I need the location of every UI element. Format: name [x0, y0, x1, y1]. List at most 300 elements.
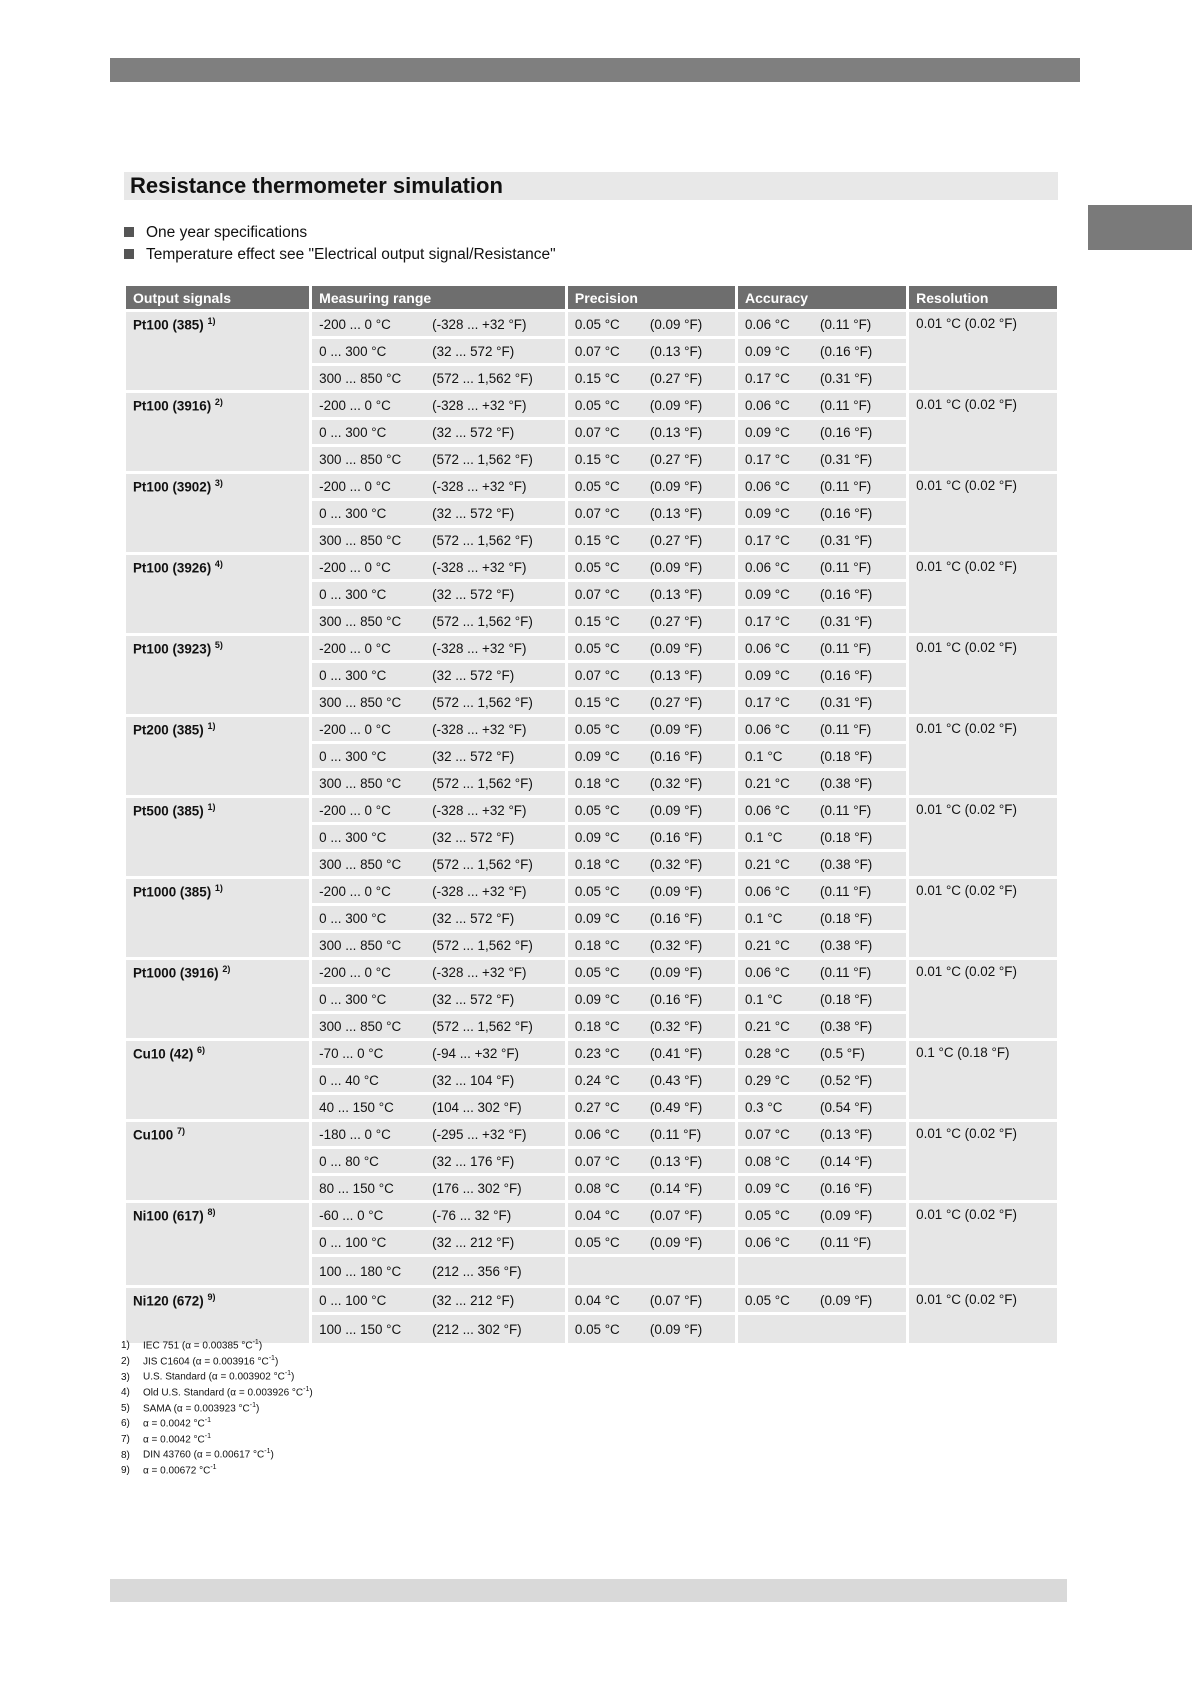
measuring-range-celsius: 0 ... 300 °C [319, 424, 387, 440]
accuracy-celsius: 0.06 °C [745, 721, 790, 737]
precision [568, 1068, 735, 1092]
precision-fahrenheit: (0.07 °F) [649, 1292, 703, 1308]
measuring-range [312, 1041, 565, 1065]
measuring-range [312, 1203, 565, 1227]
measuring-range-fahrenheit: (32 ... 104 °F) [432, 1072, 515, 1088]
footnote-text: α = 0.00672 °C [143, 1465, 211, 1477]
accuracy [738, 474, 906, 498]
precision-fahrenheit: (0.09 °F) [649, 883, 703, 899]
measuring-range-fahrenheit: (32 ... 572 °F) [432, 910, 515, 926]
footnote-number: 7) [121, 1434, 130, 1446]
accuracy [738, 744, 906, 768]
accuracy [738, 825, 906, 849]
resolution-cell: 0.1 °C (0.18 °F) [909, 1041, 1057, 1119]
measuring-range [312, 474, 565, 498]
precision [568, 933, 735, 957]
accuracy-fahrenheit: (0.16 °F) [820, 424, 873, 440]
square-bullet-icon [124, 249, 134, 259]
precision-celsius: 0.05 °C [574, 721, 620, 737]
precision [568, 636, 735, 660]
footnote-tail: ) [258, 1340, 263, 1352]
measuring-range-celsius: 300 ... 850 °C [319, 613, 402, 629]
accuracy-fahrenheit: (0.11 °F) [820, 802, 872, 818]
measuring-range [312, 690, 565, 714]
accuracy-celsius: 0.1 °C [745, 748, 783, 764]
accuracy-celsius: 0.1 °C [745, 910, 783, 926]
precision-celsius: 0.07 °C [574, 343, 620, 359]
bullet-item: Temperature effect see "Electrical output signal/Resistance" [124, 244, 556, 266]
accuracy-fahrenheit: (0.31 °F) [820, 694, 873, 710]
footnote-number: 2) [121, 1355, 130, 1367]
footnote-text: DIN 43760 (α = 0.00617 °C [143, 1449, 265, 1461]
measuring-range-celsius: 300 ... 850 °C [319, 1018, 402, 1034]
measuring-range [312, 663, 565, 687]
accuracy-fahrenheit: (0.38 °F) [820, 856, 873, 872]
measuring-range [312, 555, 565, 579]
measuring-range-fahrenheit: (176 ... 302 °F) [432, 1180, 522, 1196]
accuracy-fahrenheit: (0.13 °F) [820, 1126, 873, 1142]
empty-cell [738, 1315, 906, 1343]
precision [568, 879, 735, 903]
square-bullet-icon [124, 227, 134, 237]
table-row [126, 312, 1057, 336]
accuracy [738, 717, 906, 741]
precision-celsius: 0.05 °C [574, 316, 620, 332]
table-row [126, 1122, 1057, 1146]
measuring-range [312, 609, 565, 633]
precision-fahrenheit: (0.11 °F) [649, 1126, 702, 1142]
measuring-range-fahrenheit: (32 ... 572 °F) [432, 748, 515, 764]
footnote-tail: ) [291, 1371, 295, 1383]
precision-celsius: 0.09 °C [574, 748, 620, 764]
accuracy [738, 501, 906, 525]
footnote-exponent: -1 [252, 1339, 259, 1346]
precision-celsius: 0.04 °C [574, 1292, 620, 1308]
measuring-range-fahrenheit: (32 ... 572 °F) [432, 829, 515, 845]
precision-fahrenheit: (0.09 °F) [649, 964, 703, 980]
measuring-range-celsius: 300 ... 850 °C [319, 937, 402, 953]
resolution-cell: 0.01 °C (0.02 °F) [909, 879, 1057, 957]
footnote-tail: ) [309, 1387, 313, 1399]
measuring-range [312, 447, 565, 471]
footnote-number: 9) [121, 1465, 130, 1477]
measuring-range [312, 852, 565, 876]
accuracy [738, 366, 906, 390]
precision-fahrenheit: (0.16 °F) [649, 910, 703, 926]
precision-fahrenheit: (0.09 °F) [649, 316, 703, 332]
accuracy [738, 609, 906, 633]
table-row [126, 393, 1057, 417]
footnote-text: α = 0.0042 °C [143, 1434, 205, 1446]
measuring-range [312, 744, 565, 768]
footnote-ref: 7) [176, 1126, 185, 1136]
header-accuracy: Accuracy [738, 286, 906, 309]
accuracy-celsius: 0.17 °C [745, 532, 790, 548]
precision [568, 717, 735, 741]
empty-cell [738, 1257, 906, 1285]
precision-fahrenheit: (0.09 °F) [649, 1321, 703, 1337]
table-row [126, 1288, 1057, 1312]
resolution-cell: 0.01 °C (0.02 °F) [909, 555, 1057, 633]
footnote-ref: 1) [207, 721, 216, 731]
precision-celsius: 0.18 °C [574, 937, 620, 953]
accuracy-fahrenheit: (0.11 °F) [820, 559, 872, 575]
precision [568, 1095, 735, 1119]
precision-fahrenheit: (0.27 °F) [649, 694, 703, 710]
measuring-range-fahrenheit: (-328 ... +32 °F) [432, 721, 527, 737]
footnote-ref: 2) [214, 397, 223, 407]
measuring-range [312, 393, 565, 417]
precision-fahrenheit: (0.09 °F) [649, 478, 703, 494]
accuracy-celsius: 0.07 °C [745, 1126, 790, 1142]
accuracy [738, 663, 906, 687]
measuring-range-celsius: -200 ... 0 °C [319, 802, 391, 818]
precision [568, 825, 735, 849]
accuracy-fahrenheit: (0.31 °F) [820, 451, 873, 467]
measuring-range-celsius: 0 ... 300 °C [319, 343, 387, 359]
accuracy-fahrenheit: (0.31 °F) [820, 613, 873, 629]
precision-celsius: 0.05 °C [574, 883, 620, 899]
precision [568, 393, 735, 417]
measuring-range-fahrenheit: (572 ... 1,562 °F) [432, 856, 533, 872]
footnote-exponent: -1 [303, 1385, 310, 1393]
accuracy-celsius: 0.06 °C [745, 316, 790, 332]
accuracy-fahrenheit: (0.16 °F) [820, 343, 873, 359]
output-signal-cell [126, 960, 309, 1038]
measuring-range-celsius: -200 ... 0 °C [319, 316, 391, 332]
accuracy [738, 1230, 906, 1254]
measuring-range-celsius: -180 ... 0 °C [319, 1126, 391, 1142]
measuring-range [312, 420, 565, 444]
measuring-range-celsius: 300 ... 850 °C [319, 370, 402, 386]
accuracy-celsius: 0.1 °C [745, 991, 783, 1007]
table-row [126, 1041, 1057, 1065]
output-signal-name: Ni120 (672) [133, 1293, 204, 1309]
precision-celsius: 0.05 °C [574, 640, 620, 656]
precision [568, 447, 735, 471]
precision [568, 474, 735, 498]
measuring-range [312, 798, 565, 822]
measuring-range-fahrenheit: (32 ... 212 °F) [432, 1234, 515, 1250]
precision-fahrenheit: (0.09 °F) [649, 802, 703, 818]
precision-celsius: 0.07 °C [574, 505, 620, 521]
accuracy-celsius: 0.17 °C [745, 370, 790, 386]
accuracy-celsius: 0.21 °C [745, 856, 790, 872]
accuracy-celsius: 0.17 °C [745, 694, 790, 710]
footnote-tail: ) [256, 1402, 260, 1414]
measuring-range-celsius: 100 ... 180 °C [319, 1263, 402, 1279]
accuracy-fahrenheit: (0.11 °F) [820, 1234, 872, 1250]
precision-celsius: 0.06 °C [574, 1126, 620, 1142]
table-row [126, 960, 1057, 984]
measuring-range-celsius: 0 ... 300 °C [319, 505, 387, 521]
measuring-range-fahrenheit: (32 ... 212 °F) [432, 1292, 515, 1308]
output-signal-name: Pt100 (385) [133, 317, 204, 333]
measuring-range-celsius: 40 ... 150 °C [319, 1099, 394, 1115]
measuring-range [312, 501, 565, 525]
precision-celsius: 0.07 °C [574, 424, 620, 440]
accuracy-fahrenheit: (0.18 °F) [820, 991, 873, 1007]
footnote-exponent: -1 [204, 1432, 211, 1440]
measuring-range-celsius: 0 ... 300 °C [319, 991, 387, 1007]
accuracy-fahrenheit: (0.14 °F) [820, 1153, 873, 1169]
accuracy-celsius: 0.09 °C [745, 586, 790, 602]
precision-fahrenheit: (0.09 °F) [649, 721, 703, 737]
measuring-range [312, 960, 565, 984]
resolution-cell: 0.01 °C (0.02 °F) [909, 717, 1057, 795]
accuracy-celsius: 0.09 °C [745, 505, 790, 521]
footnote [121, 1400, 313, 1416]
precision-celsius: 0.09 °C [574, 910, 620, 926]
measuring-range-fahrenheit: (-328 ... +32 °F) [432, 478, 527, 494]
resolution-cell: 0.01 °C (0.02 °F) [909, 393, 1057, 471]
accuracy [738, 1068, 906, 1092]
table-row [126, 474, 1057, 498]
precision-celsius: 0.08 °C [574, 1180, 620, 1196]
resolution-cell: 0.01 °C (0.02 °F) [909, 312, 1057, 390]
output-signal-cell [126, 1203, 309, 1285]
output-signal-cell [126, 1041, 309, 1119]
footnote-ref: 5) [214, 640, 223, 650]
precision-fahrenheit: (0.27 °F) [649, 451, 703, 467]
accuracy [738, 1203, 906, 1227]
output-signal-name: Pt1000 (3916) [133, 965, 219, 981]
precision-celsius: 0.18 °C [574, 856, 620, 872]
precision-celsius: 0.24 °C [574, 1072, 620, 1088]
precision [568, 1288, 735, 1312]
accuracy [738, 1288, 906, 1312]
measuring-range [312, 528, 565, 552]
precision [568, 852, 735, 876]
measuring-range [312, 582, 565, 606]
footnote-ref: 6) [197, 1045, 206, 1055]
footnote-text: α = 0.0042 °C [143, 1418, 205, 1430]
footnote-exponent: -1 [210, 1464, 217, 1471]
measuring-range-fahrenheit: (572 ... 1,562 °F) [432, 1018, 533, 1034]
section-title: Resistance thermometer simulation [124, 172, 1058, 200]
accuracy [738, 312, 906, 336]
side-tab-marker [1088, 205, 1192, 250]
footnote-exponent: -1 [204, 1417, 211, 1425]
measuring-range [312, 366, 565, 390]
header-resolution: Resolution [909, 286, 1057, 309]
measuring-range [312, 1095, 565, 1119]
accuracy-fahrenheit: (0.18 °F) [820, 748, 873, 764]
accuracy [738, 528, 906, 552]
precision-fahrenheit: (0.14 °F) [649, 1180, 703, 1196]
measuring-range-celsius: 0 ... 300 °C [319, 910, 387, 926]
precision-fahrenheit: (0.43 °F) [649, 1072, 703, 1088]
precision-fahrenheit: (0.16 °F) [649, 748, 703, 764]
precision-fahrenheit: (0.13 °F) [649, 1153, 703, 1169]
measuring-range-celsius: -200 ... 0 °C [319, 721, 391, 737]
spec-table [123, 283, 1060, 1346]
measuring-range [312, 1068, 565, 1092]
measuring-range-fahrenheit: (104 ... 302 °F) [432, 1099, 522, 1115]
accuracy-celsius: 0.06 °C [745, 883, 790, 899]
table-body [126, 312, 1057, 1343]
measuring-range-celsius: 0 ... 300 °C [319, 586, 387, 602]
measuring-range [312, 717, 565, 741]
accuracy-fahrenheit: (0.16 °F) [820, 505, 873, 521]
accuracy-fahrenheit: (0.11 °F) [820, 478, 872, 494]
precision-fahrenheit: (0.16 °F) [649, 991, 703, 1007]
measuring-range-fahrenheit: (-94 ... +32 °F) [432, 1045, 519, 1061]
precision-celsius: 0.04 °C [574, 1207, 620, 1223]
measuring-range-fahrenheit: (572 ... 1,562 °F) [432, 694, 533, 710]
measuring-range-celsius: 80 ... 150 °C [319, 1180, 394, 1196]
measuring-range-celsius: 100 ... 150 °C [319, 1321, 402, 1337]
resolution-cell: 0.01 °C (0.02 °F) [909, 798, 1057, 876]
precision [568, 771, 735, 795]
table-row [126, 717, 1057, 741]
precision-celsius: 0.15 °C [574, 451, 620, 467]
precision-celsius: 0.07 °C [574, 667, 620, 683]
accuracy-fahrenheit: (0.52 °F) [820, 1072, 873, 1088]
precision-fahrenheit: (0.13 °F) [649, 667, 703, 683]
precision-fahrenheit: (0.13 °F) [649, 343, 703, 359]
output-signal-name: Cu10 (42) [133, 1046, 194, 1062]
accuracy-celsius: 0.21 °C [745, 937, 790, 953]
accuracy-fahrenheit: (0.16 °F) [820, 586, 873, 602]
footnote-number: 1) [121, 1340, 130, 1352]
accuracy [738, 1149, 906, 1173]
measuring-range-fahrenheit: (32 ... 572 °F) [432, 586, 515, 602]
resolution-cell: 0.01 °C (0.02 °F) [909, 1203, 1057, 1285]
accuracy-celsius: 0.06 °C [745, 397, 790, 413]
output-signal-name: Pt500 (385) [133, 803, 204, 819]
accuracy-celsius: 0.06 °C [745, 559, 790, 575]
precision-celsius: 0.15 °C [574, 694, 620, 710]
bullet-item: One year specifications [124, 222, 556, 244]
accuracy-celsius: 0.06 °C [745, 1234, 790, 1250]
table-row [126, 555, 1057, 579]
accuracy-fahrenheit: (0.38 °F) [820, 1018, 873, 1034]
measuring-range-fahrenheit: (32 ... 572 °F) [432, 991, 515, 1007]
accuracy-celsius: 0.06 °C [745, 802, 790, 818]
precision-fahrenheit: (0.32 °F) [649, 775, 703, 791]
footnotes [121, 1337, 313, 1478]
accuracy [738, 960, 906, 984]
measuring-range-fahrenheit: (32 ... 572 °F) [432, 667, 515, 683]
measuring-range-fahrenheit: (-328 ... +32 °F) [432, 802, 527, 818]
footnote [121, 1431, 313, 1447]
accuracy [738, 1095, 906, 1119]
accuracy-fahrenheit: (0.11 °F) [820, 883, 872, 899]
precision [568, 1122, 735, 1146]
measuring-range [312, 1288, 565, 1312]
output-signal-name: Pt100 (3916) [133, 398, 212, 414]
accuracy-fahrenheit: (0.54 °F) [820, 1099, 873, 1115]
accuracy-fahrenheit: (0.11 °F) [820, 397, 872, 413]
precision-fahrenheit: (0.13 °F) [649, 505, 703, 521]
measuring-range-celsius: 300 ... 850 °C [319, 856, 402, 872]
measuring-range-fahrenheit: (-328 ... +32 °F) [432, 640, 527, 656]
empty-cell [568, 1257, 735, 1285]
accuracy-celsius: 0.29 °C [745, 1072, 790, 1088]
precision [568, 555, 735, 579]
precision-fahrenheit: (0.09 °F) [649, 397, 703, 413]
measuring-range-fahrenheit: (-328 ... +32 °F) [432, 397, 527, 413]
accuracy [738, 1014, 906, 1038]
measuring-range [312, 1149, 565, 1173]
measuring-range-celsius: -200 ... 0 °C [319, 640, 391, 656]
footnote-text: Old U.S. Standard (α = 0.003926 °C [143, 1387, 304, 1399]
footnote-text: U.S. Standard (α = 0.003902 °C [143, 1371, 285, 1383]
precision [568, 1149, 735, 1173]
precision [568, 582, 735, 606]
output-signal-name: Pt200 (385) [133, 722, 204, 738]
measuring-range-fahrenheit: (572 ... 1,562 °F) [432, 532, 533, 548]
accuracy-fahrenheit: (0.11 °F) [820, 640, 872, 656]
measuring-range-fahrenheit: (32 ... 176 °F) [432, 1153, 515, 1169]
measuring-range [312, 1315, 565, 1343]
measuring-range [312, 1257, 565, 1285]
measuring-range-fahrenheit: (212 ... 356 °F) [432, 1263, 522, 1279]
accuracy-fahrenheit: (0.18 °F) [820, 910, 873, 926]
accuracy [738, 1122, 906, 1146]
measuring-range-fahrenheit: (-328 ... +32 °F) [432, 964, 527, 980]
footnote-exponent: -1 [249, 1401, 257, 1409]
accuracy-celsius: 0.06 °C [745, 640, 790, 656]
measuring-range-fahrenheit: (32 ... 572 °F) [432, 343, 515, 359]
accuracy-celsius: 0.09 °C [745, 1180, 790, 1196]
output-signal-cell [126, 717, 309, 795]
accuracy-celsius: 0.08 °C [745, 1153, 790, 1169]
footnote-text: SAMA (α = 0.003923 °C [143, 1402, 250, 1414]
measuring-range-fahrenheit: (572 ... 1,562 °F) [432, 937, 533, 953]
accuracy-celsius: 0.09 °C [745, 343, 790, 359]
precision-fahrenheit: (0.09 °F) [649, 559, 703, 575]
accuracy-fahrenheit: (0.11 °F) [820, 316, 872, 332]
footer-bar [110, 1579, 1067, 1602]
accuracy-celsius: 0.1 °C [745, 829, 783, 845]
precision-celsius: 0.15 °C [574, 532, 620, 548]
measuring-range-fahrenheit: (572 ... 1,562 °F) [432, 613, 533, 629]
measuring-range-fahrenheit: (-328 ... +32 °F) [432, 316, 527, 332]
accuracy-celsius: 0.06 °C [745, 964, 790, 980]
measuring-range [312, 1122, 565, 1146]
output-signal-name: Cu100 [133, 1127, 174, 1143]
precision-celsius: 0.09 °C [574, 991, 620, 1007]
accuracy [738, 555, 906, 579]
accuracy [738, 1041, 906, 1065]
measuring-range-celsius: 300 ... 850 °C [319, 775, 402, 791]
precision [568, 663, 735, 687]
precision [568, 609, 735, 633]
measuring-range-fahrenheit: (32 ... 572 °F) [432, 424, 515, 440]
accuracy-celsius: 0.17 °C [745, 613, 790, 629]
accuracy-fahrenheit: (0.38 °F) [820, 775, 873, 791]
footnote-exponent: -1 [284, 1370, 292, 1378]
accuracy-fahrenheit: (0.09 °F) [820, 1207, 873, 1223]
footnote-number: 6) [121, 1418, 130, 1430]
table-row [126, 798, 1057, 822]
precision [568, 744, 735, 768]
measuring-range-celsius: 0 ... 300 °C [319, 829, 387, 845]
precision-fahrenheit: (0.07 °F) [649, 1207, 703, 1223]
measuring-range-fahrenheit: (-328 ... +32 °F) [432, 559, 527, 575]
footnote-number: 3) [121, 1371, 130, 1383]
accuracy [738, 420, 906, 444]
accuracy-fahrenheit: (0.5 °F) [820, 1045, 865, 1061]
footnote [121, 1446, 313, 1462]
precision [568, 987, 735, 1011]
measuring-range-celsius: 0 ... 100 °C [319, 1292, 387, 1308]
table-row [126, 636, 1057, 660]
accuracy-fahrenheit: (0.16 °F) [820, 667, 873, 683]
precision-fahrenheit: (0.09 °F) [649, 640, 703, 656]
